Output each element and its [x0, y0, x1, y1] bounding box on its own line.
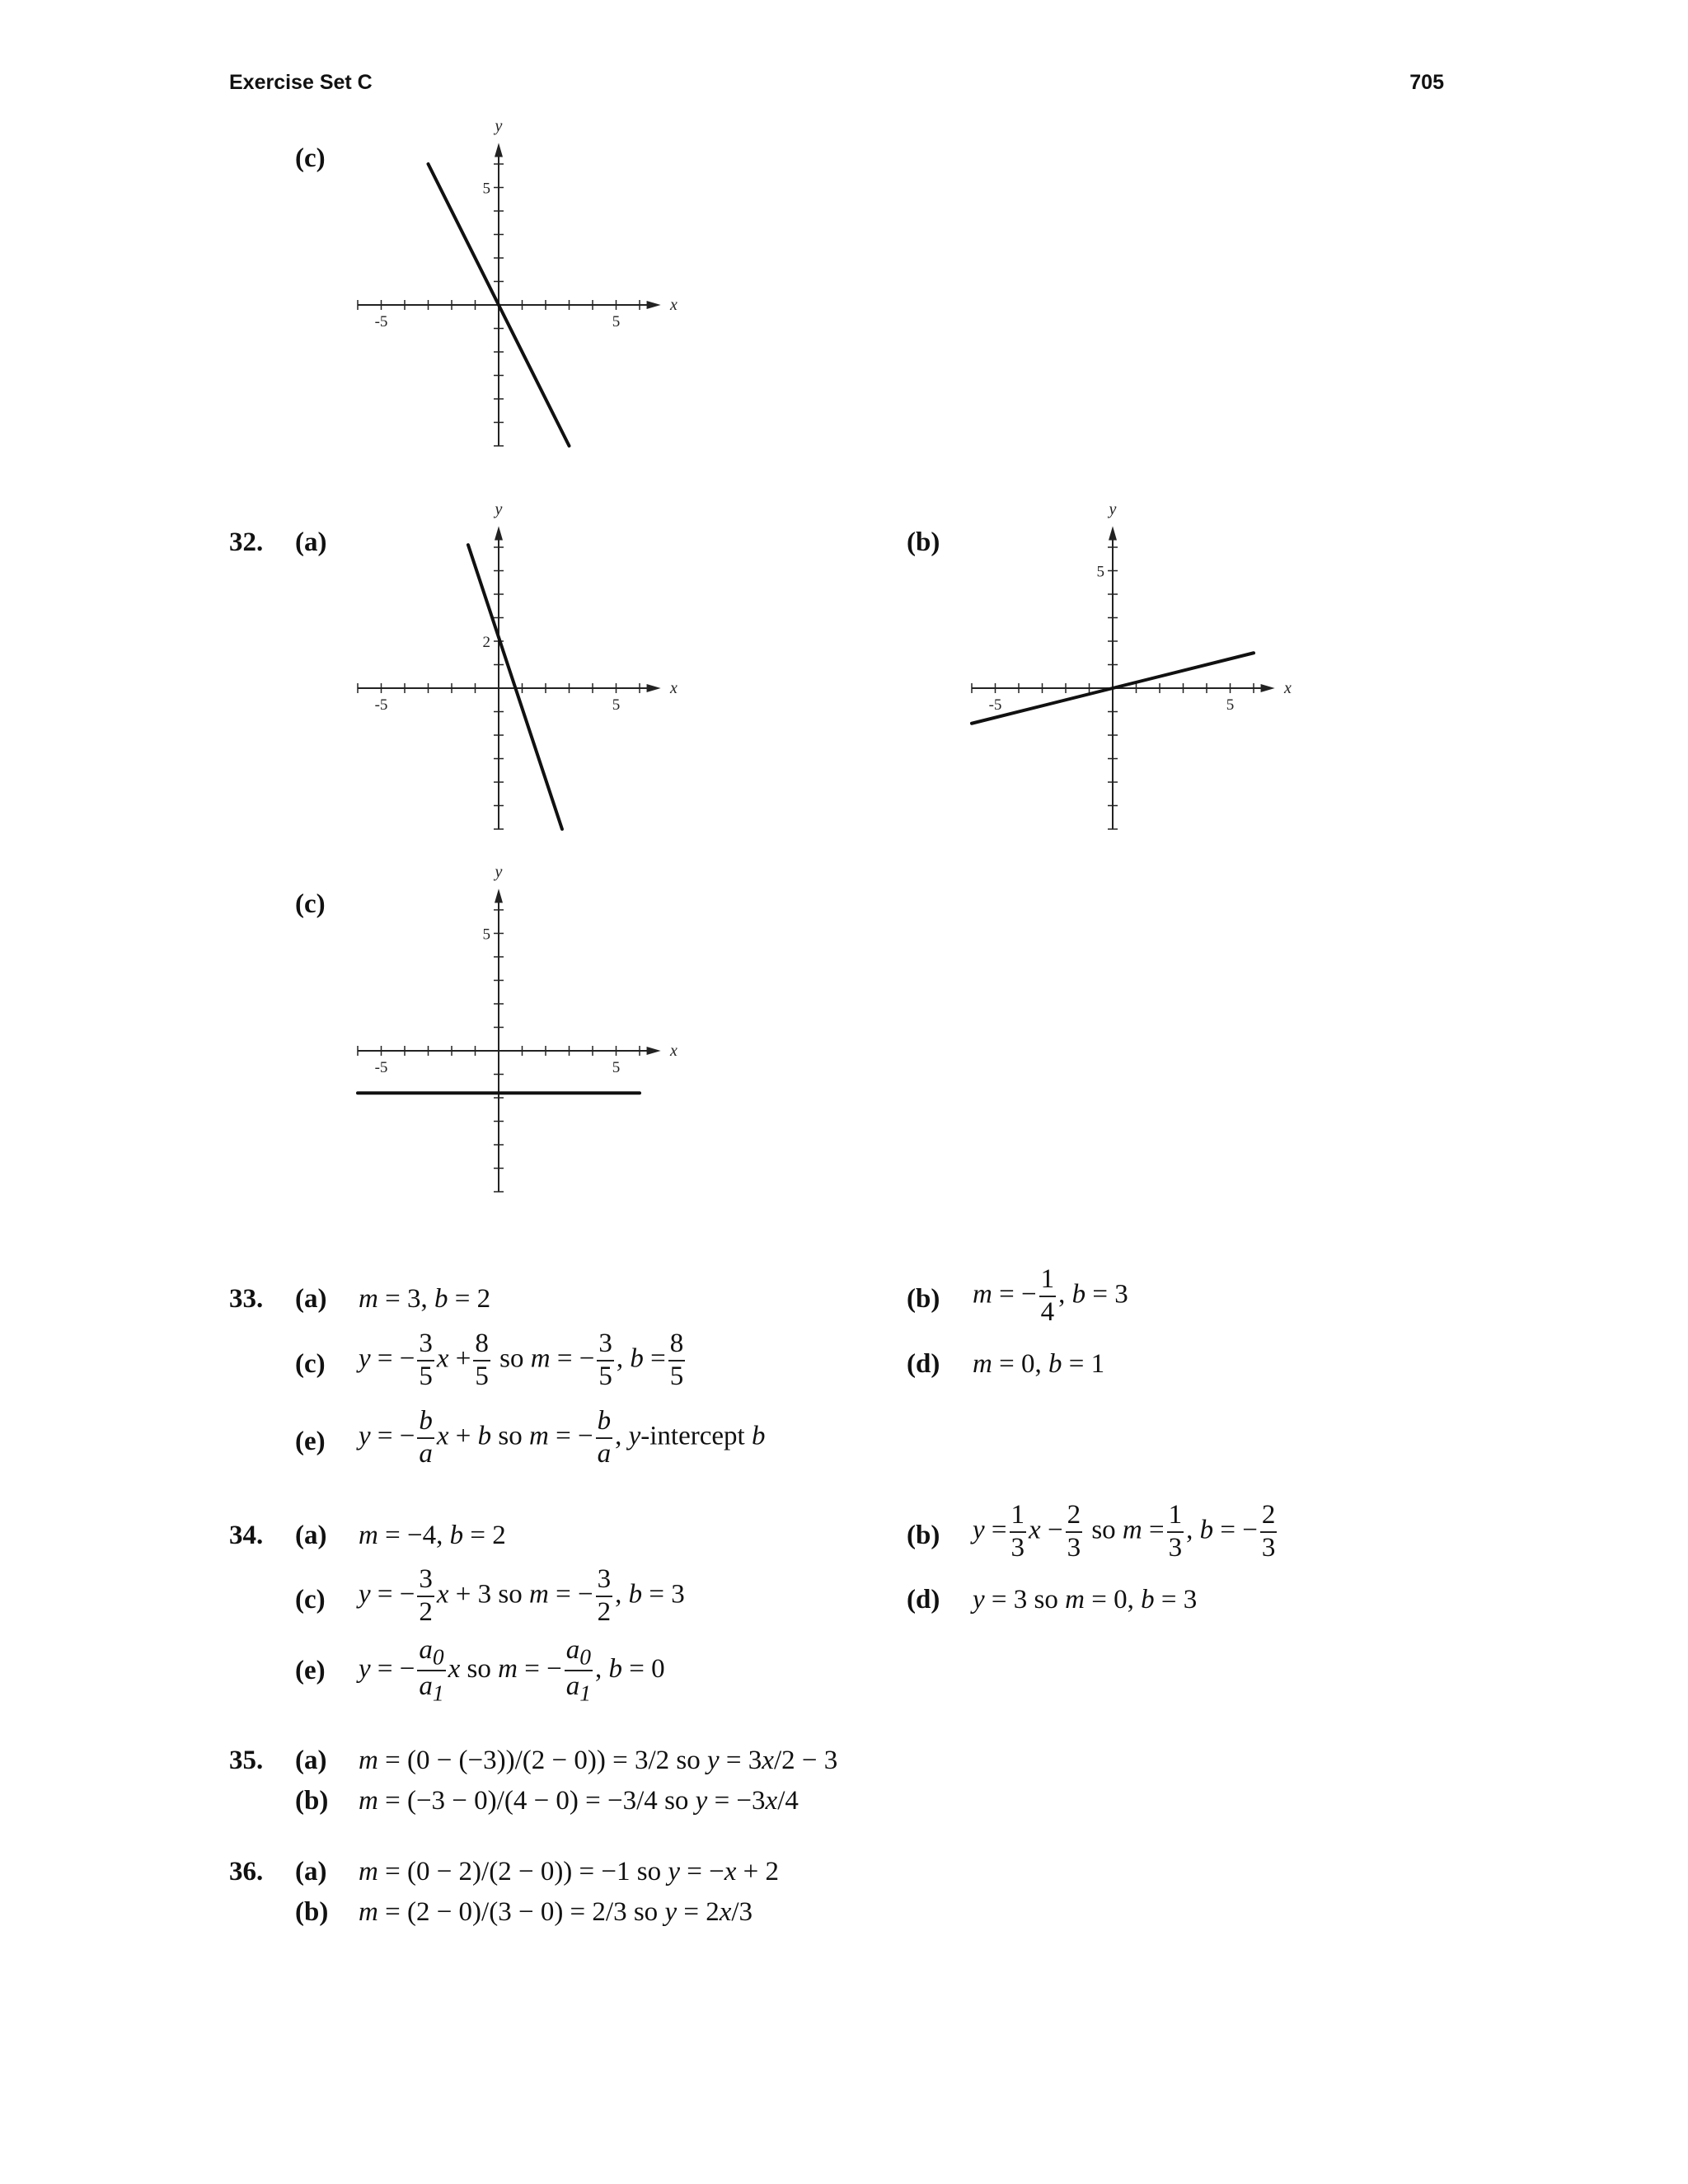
x-tick-label-pos: 5	[612, 313, 621, 330]
graph-32a-label: (a)	[295, 527, 327, 557]
y-tick-label: 5	[482, 180, 490, 198]
x-axis-label: x	[670, 679, 678, 697]
x-axis-arrow	[647, 1047, 661, 1055]
y-axis-arrow	[495, 526, 503, 540]
p36a-equation: m = (0 − 2)/(2 − 0)) = −1 so y = −x + 2	[359, 1857, 780, 1886]
p33c-equation: y = − $\frac{3}{5}$ x + $\frac{8}{5}$ so m = − $\frac{3}{5}$ , b = $\frac{8}{5}$	[359, 1329, 684, 1391]
p34e-label: (e)	[295, 1656, 326, 1685]
so-word: so	[664, 1786, 689, 1816]
p33b-equation: m = − $\frac{1}{4}$ , b = 3	[973, 1264, 1128, 1327]
intercept-word: -intercept	[640, 1421, 745, 1451]
p34c-equation: y = − $\frac{3}{2}$ x + 3 so m = − $\frac{3}{2}$ , b = 3	[359, 1564, 685, 1627]
y-axis-label: y	[495, 863, 503, 882]
problem-32-number: 32.	[229, 527, 264, 557]
so-word: so	[633, 1897, 659, 1927]
so-word: so	[1034, 1585, 1058, 1615]
graph-31c	[346, 117, 692, 470]
p34d-label: (d)	[907, 1585, 940, 1615]
p35a-label: (a)	[295, 1746, 327, 1775]
x-tick-label-neg: -5	[374, 696, 388, 714]
x-axis-label: x	[1284, 679, 1292, 697]
p35b-equation: m = (−3 − 0)/(4 − 0) = −3/4 so y = −3x/4	[359, 1786, 799, 1816]
x-tick-label-pos: 5	[612, 1059, 621, 1076]
p34a-label: (a)	[295, 1521, 327, 1550]
x-axis-label: x	[670, 296, 678, 314]
so-word: so	[636, 1857, 662, 1886]
y-axis-label: y	[495, 117, 503, 136]
so-word: so	[498, 1579, 523, 1610]
y-tick-label: 2	[482, 634, 490, 651]
graph-31c-label: (c)	[295, 143, 326, 173]
y-tick-label: 5	[482, 926, 490, 944]
x-tick-label-neg: -5	[374, 1059, 388, 1076]
so-word: so	[676, 1746, 701, 1775]
x-axis-label: x	[670, 1042, 678, 1060]
graph-32c	[346, 863, 692, 1216]
so-word: so	[1091, 1515, 1116, 1545]
problem-34-number: 34.	[229, 1521, 264, 1550]
problem-36-number: 36.	[229, 1857, 264, 1886]
graph-32a	[346, 500, 692, 853]
y-axis-arrow	[1109, 526, 1117, 540]
problem-33-number: 33.	[229, 1284, 264, 1314]
p35b-label: (b)	[295, 1786, 329, 1816]
x-tick-label-neg: -5	[374, 313, 388, 330]
x-axis-arrow	[647, 684, 661, 692]
y-axis-label: y	[1109, 500, 1117, 519]
page-number: 705	[1409, 71, 1444, 94]
p33a-equation: m = 3, b = 2	[359, 1284, 491, 1314]
p34a-equation: m = −4, b = 2	[359, 1521, 506, 1550]
x-axis-arrow	[647, 301, 661, 309]
y-axis-label: y	[495, 500, 503, 519]
p36b-label: (b)	[295, 1897, 329, 1927]
p36b-equation: m = (2 − 0)/(3 − 0) = 2/3 so y = 2x/3	[359, 1897, 753, 1927]
graph-32c-label: (c)	[295, 889, 326, 919]
p33a-label: (a)	[295, 1284, 327, 1314]
x-tick-label-neg: -5	[988, 696, 1002, 714]
p33d-equation: m = 0, b = 1	[973, 1349, 1105, 1379]
y-tick-label: 5	[1096, 563, 1104, 581]
problem-35-number: 35.	[229, 1746, 264, 1775]
p34d-equation: y = 3 so m = 0, b = 3	[973, 1585, 1198, 1615]
graphed-line	[468, 545, 562, 829]
p34b-equation: y = $\frac{1}{3}$ x − $\frac{2}{3}$ so m = $\frac{1}{3}$ , b = − $\frac{2}{3}$	[973, 1500, 1276, 1563]
p33e-equation: y = − $\frac{b}{a}$ x + b so m = − $\frac{b}{a}$ , y-intercept b	[359, 1406, 766, 1469]
x-tick-label-pos: 5	[1226, 696, 1235, 714]
x-axis-arrow	[1261, 684, 1275, 692]
y-axis-arrow	[495, 888, 503, 902]
so-word: so	[467, 1653, 491, 1684]
graph-32b	[960, 500, 1306, 853]
running-header-title: Exercise Set C	[229, 71, 373, 94]
p35a-equation: m = (0 − (−3))/(2 − 0)) = 3/2 so y = 3x/2 − 3	[359, 1746, 838, 1775]
p33c-label: (c)	[295, 1349, 326, 1379]
p33d-label: (d)	[907, 1349, 940, 1379]
p33b-label: (b)	[907, 1284, 940, 1314]
graph-32b-label: (b)	[907, 527, 940, 557]
x-tick-label-pos: 5	[612, 696, 621, 714]
p34c-label: (c)	[295, 1585, 326, 1615]
p36a-label: (a)	[295, 1857, 327, 1886]
p34e-equation: y = − $\frac{a_0}{a_1}$ x so m = − $\frac{a_0}{a_1}$ , b = 0	[359, 1635, 665, 1706]
p33e-label: (e)	[295, 1427, 326, 1456]
p34b-label: (b)	[907, 1521, 940, 1550]
so-word: so	[499, 1343, 524, 1374]
so-word: so	[498, 1421, 523, 1451]
y-axis-arrow	[495, 143, 503, 157]
